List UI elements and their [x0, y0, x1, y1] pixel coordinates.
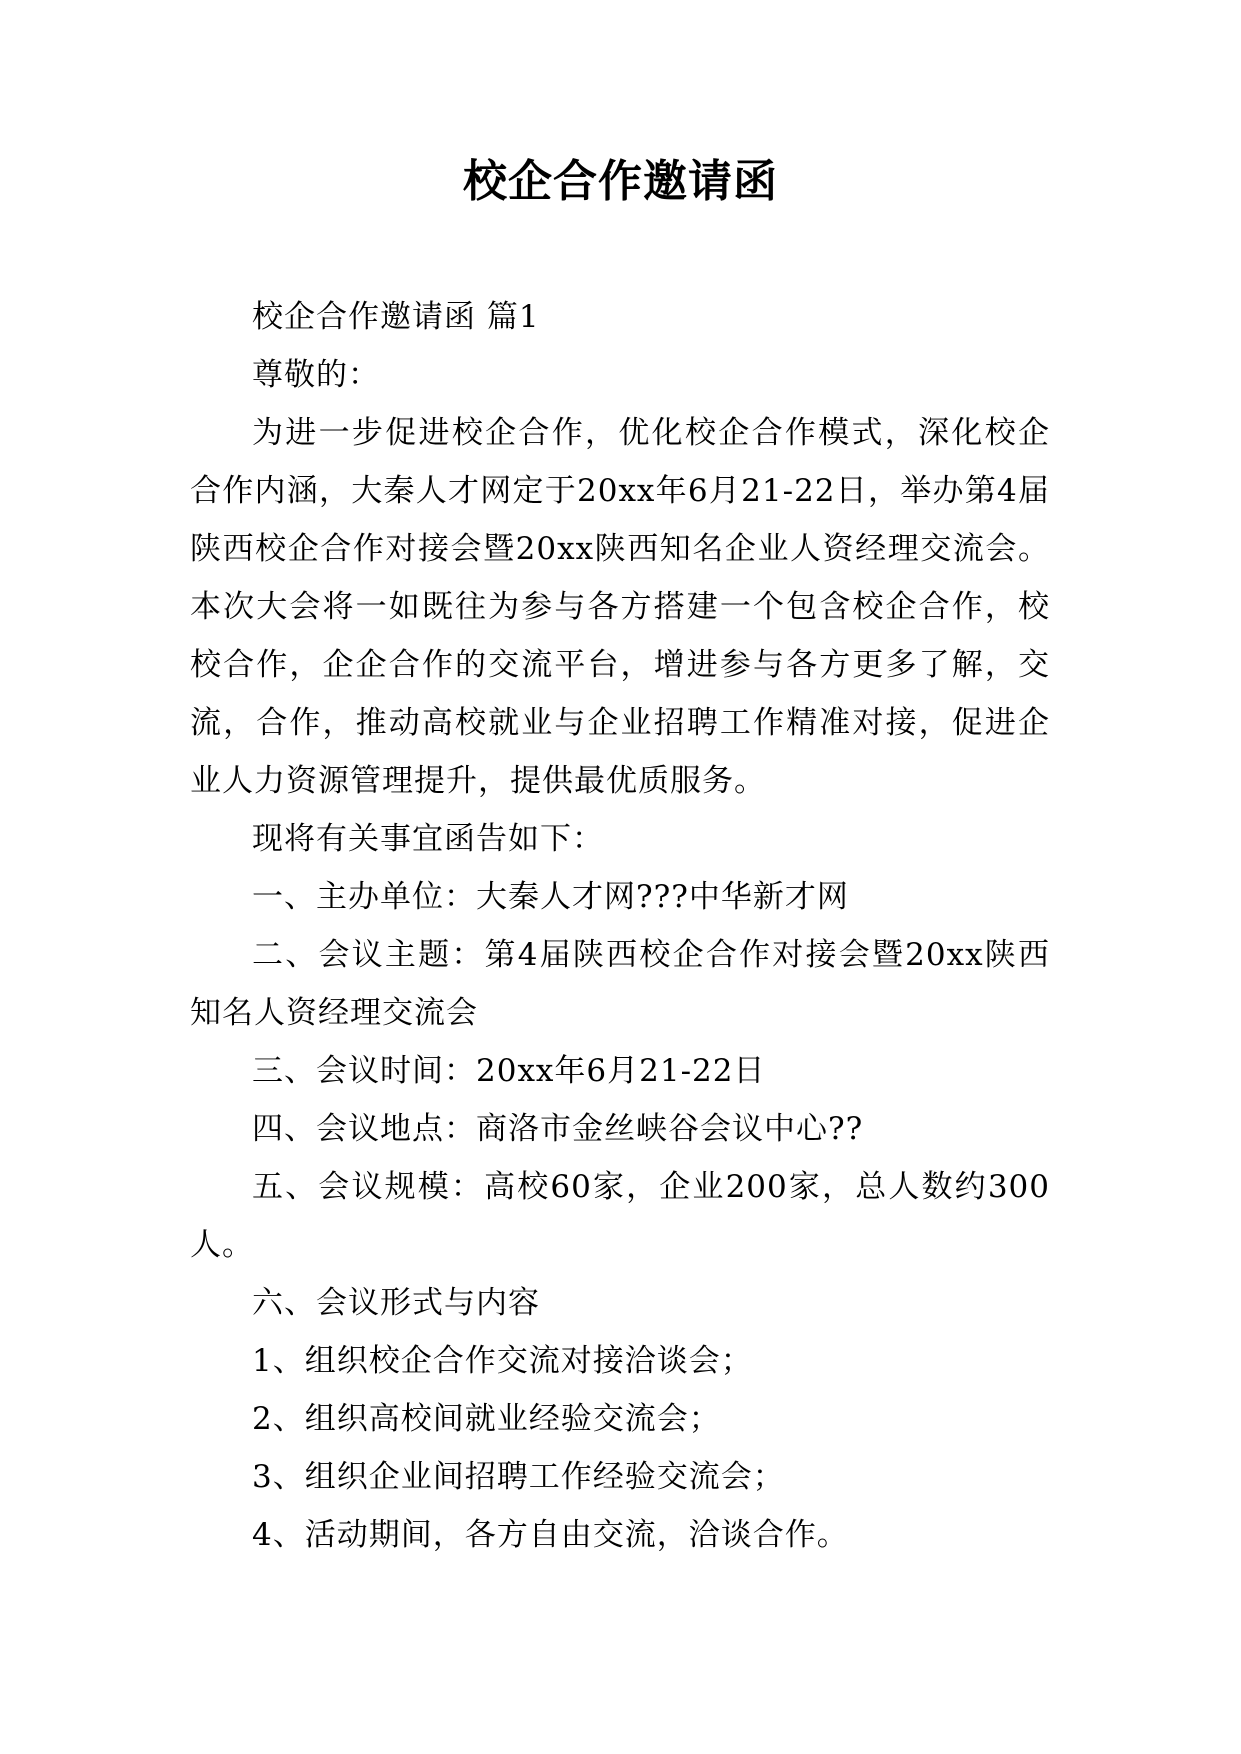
- item-theme: 二、会议主题：第4届陕西校企合作对接会暨20xx陕西知名人资经理交流会: [190, 937, 1050, 1031]
- document-title: 校企合作邀请函: [463, 156, 778, 207]
- document-body: [190, 288, 1050, 1564]
- item-time: 三、会议时间：20xx年6月21-22日: [252, 1053, 766, 1089]
- item-scale: 五、会议规模：高校60家，企业200家，总人数约300人。: [190, 1169, 1050, 1263]
- notice-line: 现将有关事宜函告如下：: [252, 821, 604, 857]
- salutation: 尊敬的：: [252, 357, 380, 393]
- list-item: 2、组织高校间就业经验交流会；: [252, 1401, 721, 1437]
- list-item: 1、组织校企合作交流对接洽谈会；: [252, 1343, 753, 1379]
- item-location: 四、会议地点：商洛市金丝峡谷会议中心??: [252, 1111, 864, 1147]
- item-organizer: 一、主办单位：大秦人才网???中华新才网: [252, 879, 849, 915]
- intro-paragraph: 为进一步促进校企合作，优化校企合作模式，深化校企合作内涵，大秦人才网定于20xx年6月21-22日，举办第4届陕西校企合作对接会暨20xx陕西知名企业人资经理交流会。本次大会将一如既往为参与各方搭建一个包含校企合作，校校合作，企企合作的交流平台，增进参与各方更多了解，交流，合作，推动高校就业与企业招聘工作精准对接，促进企业人力资源管理提升，提供最优质服务。: [190, 415, 1050, 799]
- section-heading: 校企合作邀请函 篇1: [252, 299, 540, 335]
- list-item: 3、组织企业间招聘工作经验交流会；: [252, 1459, 785, 1495]
- list-item: 4、活动期间，各方自由交流，洽谈合作。: [252, 1517, 849, 1553]
- item-format: 六、会议形式与内容: [252, 1285, 540, 1321]
